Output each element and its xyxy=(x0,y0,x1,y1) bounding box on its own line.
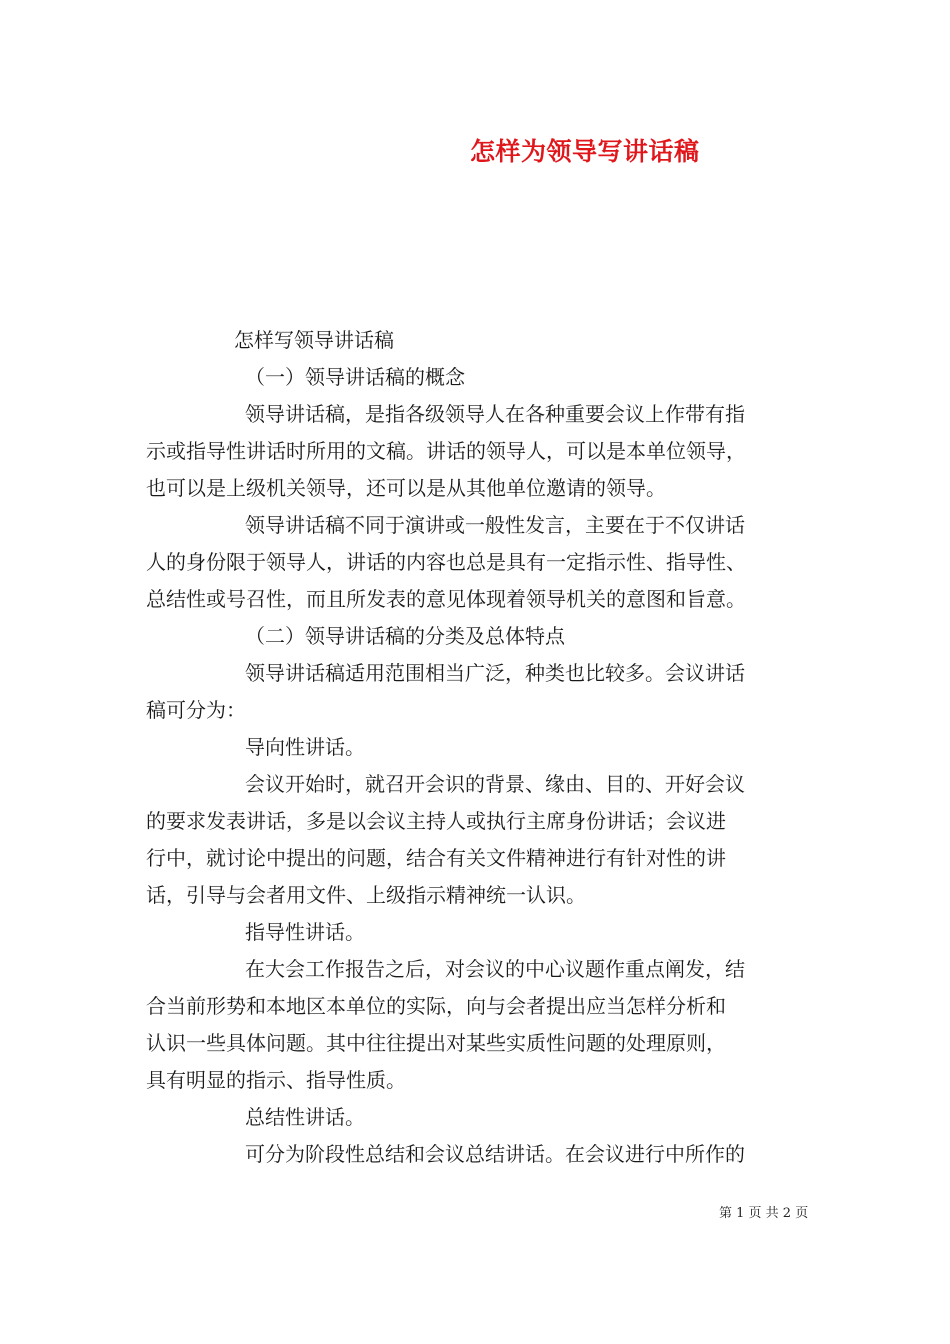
text-line: 稿可分为： xyxy=(146,698,246,722)
text-line: 认识一些具体问题。其中往往提出对某些实质性问题的处理原则， xyxy=(146,1031,726,1055)
text-line: 可分为阶段性总结和会议总结讲话。在会议进行中所作的 xyxy=(245,1142,745,1166)
text-line: 也可以是上级机关领导，还可以是从其他单位邀请的领导。 xyxy=(146,476,666,500)
text-line: 指导性讲话。 xyxy=(245,920,365,944)
text-line: 总结性或号召性，而且所发表的意见体现着领导机关的意图和旨意。 xyxy=(146,587,746,611)
text-line: 人的身份限于领导人，讲话的内容也总是具有一定指示性、指导性、 xyxy=(146,550,746,574)
text-line: （二）领导讲话稿的分类及总体特点 xyxy=(245,624,565,648)
text-line: 总结性讲话。 xyxy=(245,1105,365,1129)
text-line: 的要求发表讲话，多是以会议主持人或执行主席身份讲话；会议进 xyxy=(146,809,726,833)
text-line: 导向性讲话。 xyxy=(245,735,365,759)
text-line: 话，引导与会者用文件、上级指示精神统一认识。 xyxy=(146,883,586,907)
document-title: 怎样为领导写讲话稿 xyxy=(470,137,700,166)
text-line: 领导讲话稿，是指各级领导人在各种重要会议上作带有指 xyxy=(245,402,745,426)
text-line: 怎样写领导讲话稿 xyxy=(234,328,394,352)
text-line: 领导讲话稿适用范围相当广泛，种类也比较多。会议讲话 xyxy=(245,661,745,685)
text-line: 示或指导性讲话时所用的文稿。讲话的领导人，可以是本单位领导， xyxy=(146,439,746,463)
document-body xyxy=(146,322,806,1173)
text-line: 具有明显的指示、指导性质。 xyxy=(146,1068,406,1092)
text-line: 领导讲话稿不同于演讲或一般性发言，主要在于不仅讲话 xyxy=(245,513,745,537)
text-line: 在大会工作报告之后，对会议的中心议题作重点阐发，结 xyxy=(245,957,745,981)
page-footer: 第 1 页 共 2 页 xyxy=(719,1206,809,1221)
text-line: 合当前形势和本地区本单位的实际，向与会者提出应当怎样分析和 xyxy=(146,994,726,1018)
text-line: （一）领导讲话稿的概念 xyxy=(245,365,465,389)
text-line: 会议开始时，就召开会识的背景、缘由、目的、开好会议 xyxy=(245,772,745,796)
text-line: 行中，就讨论中提出的问题，结合有关文件精神进行有针对性的讲 xyxy=(146,846,726,870)
